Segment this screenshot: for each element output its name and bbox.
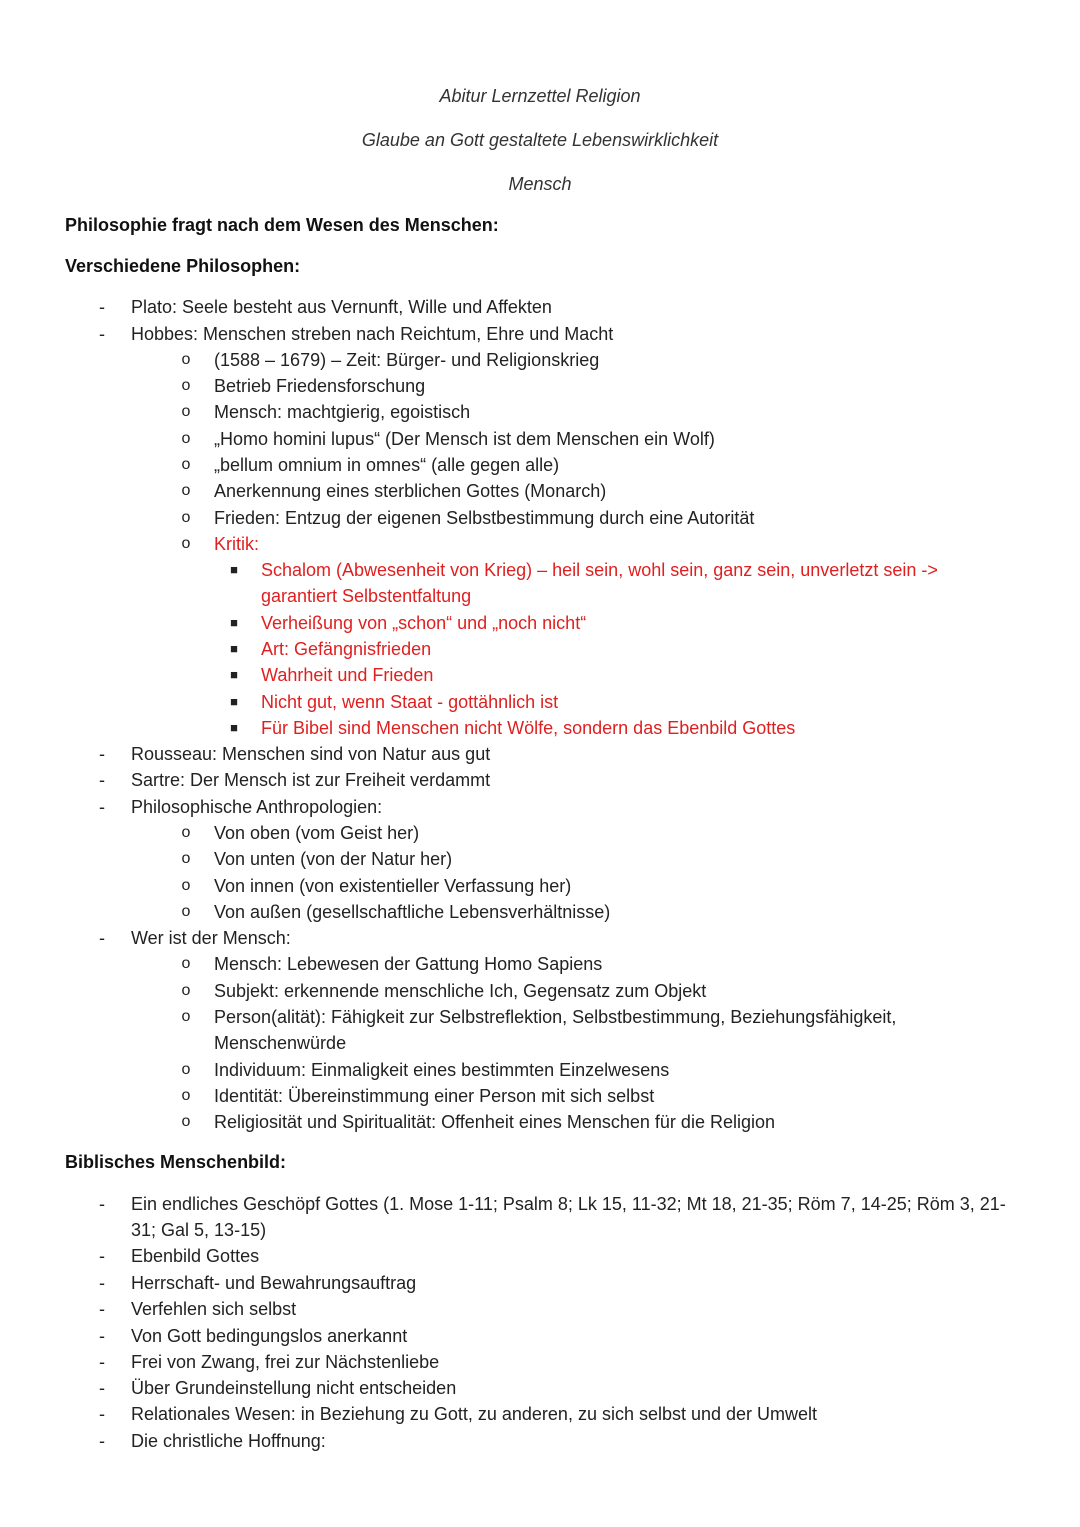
circle-bullet: o <box>181 482 191 499</box>
circle-bullet: o <box>181 955 191 972</box>
sub-item-text: Von oben (vom Geist her) <box>214 823 420 843</box>
sub-item-text: Menschenwürde <box>214 1033 347 1053</box>
dash-bullet: - <box>99 770 105 790</box>
sub-item-text: Anerkennung eines sterblichen Gottes (Monarch) <box>214 481 607 501</box>
circle-bullet: o <box>181 351 191 368</box>
square-bullet: ■ <box>230 720 238 735</box>
circle-bullet: o <box>181 509 191 526</box>
sub-item-text: Betrieb Friedensforschung <box>214 376 426 396</box>
circle-bullet: o <box>181 403 191 420</box>
circle-bullet: o <box>181 1061 191 1078</box>
dash-bullet: - <box>99 297 105 317</box>
circle-bullet: o <box>181 1008 191 1025</box>
dash-bullet: - <box>99 1431 105 1451</box>
circle-bullet: o <box>181 850 191 867</box>
dash-bullet: - <box>99 1194 105 1214</box>
list-item-text: Rousseau: Menschen sind von Natur aus gut <box>131 744 491 764</box>
circle-bullet: o <box>181 903 191 920</box>
sub-item-text: Individuum: Einmaligkeit eines bestimmten Einzelwesens <box>214 1060 670 1080</box>
sub-item-text: Von innen (von existentieller Verfassung her) <box>214 876 572 896</box>
square-bullet: ■ <box>230 641 238 656</box>
biblical-item-text: 31; Gal 5, 13-15) <box>131 1220 267 1240</box>
sub-item-text: (1588 – 1679) – Zeit: Bürger- und Religionskrieg <box>214 350 600 370</box>
document-title: Abitur Lernzettel Religion <box>439 86 641 106</box>
dash-bullet: - <box>99 1299 105 1319</box>
biblical-item-text: Die christliche Hoffnung: <box>131 1431 326 1451</box>
circle-bullet: o <box>181 1113 191 1130</box>
sub-item-text: Identität: Übereinstimmung einer Person mit sich selbst <box>214 1086 655 1106</box>
dash-bullet: - <box>99 928 105 948</box>
critique-text: Art: Gefängnisfrieden <box>261 639 432 659</box>
circle-bullet: o <box>181 430 191 447</box>
critique-text: Nicht gut, wenn Staat - gottähnlich ist <box>261 692 559 712</box>
circle-bullet: o <box>181 982 191 999</box>
circle-bullet: o <box>181 456 191 473</box>
sub-item-text: Mensch: Lebewesen der Gattung Homo Sapiens <box>214 954 603 974</box>
dash-bullet: - <box>99 1404 105 1424</box>
document-subtitle: Glaube an Gott gestaltete Lebenswirklichkeit <box>361 130 719 150</box>
dash-bullet: - <box>99 744 105 764</box>
biblical-item-text: Herrschaft- und Bewahrungsauftrag <box>131 1273 417 1293</box>
sub-item-text: Von unten (von der Natur her) <box>214 849 453 869</box>
document-topic: Mensch <box>508 174 572 194</box>
critique-text: Schalom (Abwesenheit von Krieg) – heil sein, wohl sein, ganz sein, unverletzt sein -> <box>261 560 938 580</box>
section-heading-philosophy: Philosophie fragt nach dem Wesen des Menschen: <box>65 215 499 235</box>
biblical-item-text: Von Gott bedingungslos anerkannt <box>131 1326 408 1346</box>
sub-item-text: Subjekt: erkennende menschliche Ich, Gegensatz zum Objekt <box>214 981 707 1001</box>
dash-bullet: - <box>99 1273 105 1293</box>
circle-bullet: o <box>181 535 191 552</box>
dash-bullet: - <box>99 1246 105 1266</box>
list-item-text: Plato: Seele besteht aus Vernunft, Wille und Affekten <box>131 297 552 317</box>
biblical-item-text: Frei von Zwang, frei zur Nächstenliebe <box>131 1352 440 1372</box>
section-heading-philosophers: Verschiedene Philosophen: <box>65 256 301 276</box>
square-bullet: ■ <box>230 694 238 709</box>
critique-text: garantiert Selbstentfaltung <box>261 586 472 606</box>
square-bullet: ■ <box>230 615 238 630</box>
circle-bullet: o <box>181 877 191 894</box>
critique-label: Kritik: <box>214 534 259 554</box>
list-item-text: Hobbes: Menschen streben nach Reichtum, Ehre und Macht <box>131 324 614 344</box>
biblical-item-text: Verfehlen sich selbst <box>131 1299 297 1319</box>
dash-bullet: - <box>99 1326 105 1346</box>
sub-item-text: „Homo homini lupus“ (Der Mensch ist dem Menschen ein Wolf) <box>214 429 715 449</box>
dash-bullet: - <box>99 1378 105 1398</box>
biblical-item-text: Ebenbild Gottes <box>131 1246 260 1266</box>
sub-item-text: „bellum omnium in omnes“ (alle gegen alle) <box>214 455 560 475</box>
section-heading-biblical: Biblisches Menschenbild: <box>65 1152 287 1172</box>
sub-item-text: Frieden: Entzug der eigenen Selbstbestimmung durch eine Autorität <box>214 508 755 528</box>
biblical-item-text: Ein endliches Geschöpf Gottes (1. Mose 1-11; Psalm 8; Lk 15, 11-32; Mt 18, 21-35; Röm 7, 14-25; Röm 3, 21- <box>131 1194 1006 1214</box>
critique-text: Wahrheit und Frieden <box>261 665 434 685</box>
critique-text: Für Bibel sind Menschen nicht Wölfe, sondern das Ebenbild Gottes <box>261 718 796 738</box>
circle-bullet: o <box>181 824 191 841</box>
dash-bullet: - <box>99 324 105 344</box>
square-bullet: ■ <box>230 562 238 577</box>
biblical-item-text: Relationales Wesen: in Beziehung zu Gott, zu anderen, zu sich selbst und der Umwelt <box>131 1404 818 1424</box>
sub-item-text: Mensch: machtgierig, egoistisch <box>214 402 471 422</box>
sub-item-text: Person(alität): Fähigkeit zur Selbstreflektion, Selbstbestimmung, Beziehungsfähigkeit, <box>214 1007 897 1027</box>
square-bullet: ■ <box>230 667 238 682</box>
list-item-text: Wer ist der Mensch: <box>131 928 291 948</box>
circle-bullet: o <box>181 1087 191 1104</box>
biblical-item-text: Über Grundeinstellung nicht entscheiden <box>131 1378 457 1398</box>
dash-bullet: - <box>99 797 105 817</box>
sub-item-text: Von außen (gesellschaftliche Lebensverhältnisse) <box>214 902 611 922</box>
dash-bullet: - <box>99 1352 105 1372</box>
circle-bullet: o <box>181 377 191 394</box>
critique-text: Verheißung von „schon“ und „noch nicht“ <box>261 613 587 633</box>
sub-item-text: Religiosität und Spiritualität: Offenheit eines Menschen für die Religion <box>214 1112 775 1132</box>
list-item-text: Philosophische Anthropologien: <box>131 797 383 817</box>
list-item-text: Sartre: Der Mensch ist zur Freiheit verdammt <box>131 770 491 790</box>
